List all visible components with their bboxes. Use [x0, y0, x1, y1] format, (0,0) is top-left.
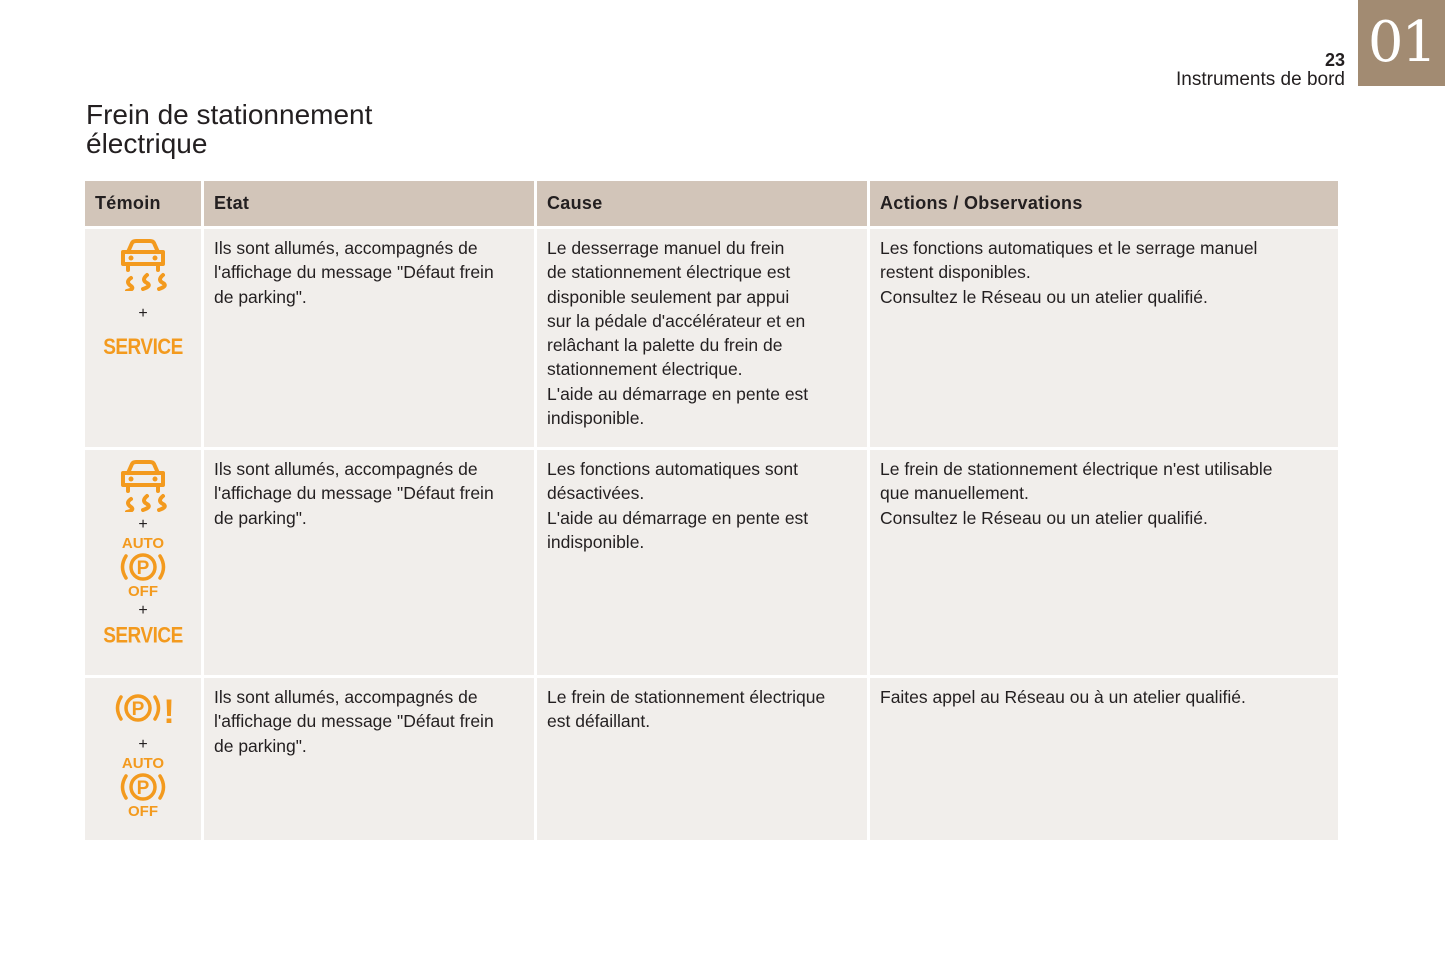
auto-p-off-icon	[113, 534, 173, 600]
service-label: SERVICE	[103, 335, 183, 360]
cause-line: est défaillant.	[547, 711, 651, 732]
table-header-row	[85, 181, 1338, 226]
column-header-actions: Actions / Observations	[870, 181, 1338, 226]
actions-line: Consultez le Réseau ou un atelier qualifié.	[880, 286, 1208, 307]
table-row	[85, 450, 1338, 675]
page-title	[86, 100, 506, 158]
cause-cell	[537, 229, 867, 447]
plus-sign: +	[138, 736, 148, 753]
actions-line: Faites appel au Réseau ou à un atelier qualifié.	[880, 687, 1246, 707]
p-text: P	[136, 778, 150, 799]
etat-line: l'affichage du message "Défaut frein	[214, 711, 494, 732]
cause-line: Les fonctions automatiques sont	[547, 459, 798, 479]
actions-cell	[870, 229, 1338, 447]
actions-line: Le frein de stationnement électrique n'est utilisable	[880, 459, 1273, 479]
actions-cell	[870, 450, 1338, 675]
cause-cell	[537, 450, 867, 675]
page-number: 23	[1324, 50, 1345, 70]
actions-line: restent disponibles.	[880, 262, 1031, 283]
temoin-cell	[85, 450, 201, 675]
etat-line: Ils sont allumés, accompagnés de	[214, 687, 478, 707]
etat-line: Ils sont allumés, accompagnés de	[214, 238, 478, 258]
plus-sign: +	[138, 602, 148, 619]
table-row	[85, 678, 1338, 840]
column-header-cause: Cause	[537, 181, 867, 226]
etat-line: l'affichage du message "Défaut frein	[214, 262, 494, 283]
cause-line: L'aide au démarrage en pente est	[547, 507, 809, 528]
cause-line: stationnement électrique.	[547, 359, 743, 380]
actions-line: Consultez le Réseau ou un atelier qualifié.	[880, 507, 1208, 528]
etat-line: de parking".	[214, 286, 307, 307]
exclamation-text: !	[163, 693, 175, 730]
off-text: OFF	[128, 583, 158, 600]
p-text: P	[136, 558, 150, 579]
column-header-etat: Etat	[204, 181, 534, 226]
cause-line: relâchant la palette du frein de	[547, 335, 783, 356]
auto-text: AUTO	[121, 755, 165, 772]
etat-cell	[204, 678, 534, 840]
column-header-temoin: Témoin	[85, 181, 201, 226]
car-skid-icon	[117, 237, 169, 291]
actions-line: Les fonctions automatiques et le serrage manuel	[880, 238, 1258, 258]
cause-line: indisponible.	[547, 531, 645, 552]
page-title-line-1: Frein de stationnement	[86, 99, 373, 130]
actions-cell	[870, 678, 1338, 840]
page-title-line-2: électrique	[86, 128, 208, 159]
etat-cell	[204, 450, 534, 675]
off-text: OFF	[128, 803, 158, 820]
cause-line: disponible seulement par appui	[547, 286, 790, 307]
plus-sign: +	[138, 305, 148, 322]
table-row	[85, 229, 1338, 447]
etat-line: l'affichage du message "Défaut frein	[214, 483, 494, 504]
actions-line: que manuellement.	[880, 483, 1029, 504]
auto-p-off-icon	[113, 754, 173, 820]
etat-cell	[204, 229, 534, 447]
cause-line: de stationnement électrique est	[547, 262, 791, 283]
car-skid-icon	[117, 458, 169, 512]
temoin-cell	[85, 678, 201, 840]
service-label: SERVICE	[103, 624, 183, 649]
cause-line: Le frein de stationnement électrique	[547, 687, 826, 707]
etat-line: de parking".	[214, 507, 307, 528]
cause-line: désactivées.	[547, 483, 645, 504]
cause-cell	[537, 678, 867, 840]
chapter-tab: 01	[1358, 0, 1445, 86]
section-name: Instruments de bord	[1176, 69, 1345, 90]
auto-text: AUTO	[121, 535, 165, 552]
cause-line: indisponible.	[547, 408, 645, 429]
warning-lights-table	[82, 178, 1341, 843]
cause-line: Le desserrage manuel du frein	[547, 238, 785, 258]
p-text: P	[131, 699, 145, 720]
cause-line: L'aide au démarrage en pente est	[547, 383, 809, 404]
etat-line: Ils sont allumés, accompagnés de	[214, 459, 478, 479]
parking-brake-fault-icon	[110, 686, 176, 730]
etat-line: de parking".	[214, 735, 307, 756]
temoin-cell	[85, 229, 201, 447]
plus-sign: +	[138, 516, 148, 533]
cause-line: sur la pédale d'accélérateur et en	[547, 310, 806, 331]
